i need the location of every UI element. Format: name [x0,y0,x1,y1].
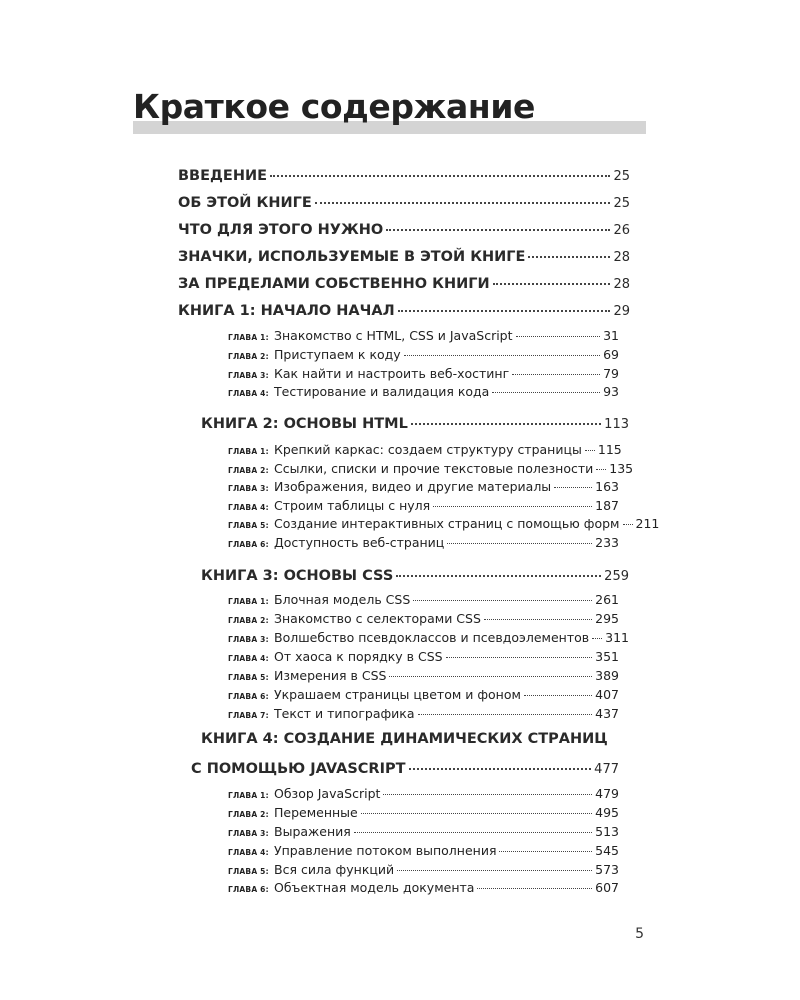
dot-leader [596,456,606,470]
toc-entry[interactable] [178,217,630,238]
dot-leader [383,781,592,795]
dot-leader [361,800,592,814]
chapter-label: Вся сила функций [274,861,395,877]
chapter-tag: ГЛАВА 5: [228,520,269,530]
toc-chapter[interactable] [228,822,619,839]
toc-entry-page: 113 [604,416,629,432]
toc-entry-page: 25 [613,168,630,184]
chapter-label: Тестирование и валидация кода [274,383,490,399]
chapter-page: 607 [595,879,619,895]
dot-leader [492,379,600,393]
chapter-page: 351 [595,648,619,664]
chapter-label: Приступаем к коду [274,346,401,362]
toc-chapter[interactable] [228,803,619,820]
chapter-tag: ГЛАВА 3: [228,370,269,380]
dot-leader [516,323,601,337]
chapter-tag: ГЛАВА 1: [228,446,269,456]
chapter-page: 31 [603,327,619,343]
chapter-page: 163 [595,478,619,494]
chapter-label: Объектная модель документа [274,879,475,895]
toc-chapter[interactable] [228,533,619,550]
toc-chapter[interactable] [228,704,619,721]
dot-leader [623,511,633,525]
chapter-label: Украшаем страницы цветом и фоном [274,686,521,702]
toc-entry[interactable] [178,190,630,211]
toc-entry-page: 259 [604,568,629,584]
chapter-page: 389 [595,667,619,683]
dot-leader [413,587,592,601]
dot-leader [411,408,601,425]
toc-entry-page: 25 [613,195,630,211]
dot-leader [447,530,592,544]
chapter-page: 135 [609,460,634,476]
dot-leader [446,644,593,658]
chapter-label: Текст и типографика [274,705,415,721]
chapter-tag: ГЛАВА 1: [228,596,269,606]
dot-leader [499,838,592,852]
chapter-page: 311 [605,629,629,645]
chapter-tag: ГЛАВА 7: [228,710,269,720]
chapter-page: 187 [595,497,619,513]
toc-chapter[interactable] [228,590,619,607]
dot-leader [409,753,592,770]
toc-chapter[interactable] [228,609,619,626]
chapter-tag: ГЛАВА 6: [228,884,269,894]
chapter-label: Знакомство с HTML, CSS и JavaScript [274,327,513,343]
page-number: 5 [635,926,644,942]
toc-entry[interactable] [178,163,630,184]
dot-leader [528,241,610,258]
toc-entry-label: С ПОМОЩЬЮ JAVASCRIPT [191,760,406,777]
dot-leader [493,268,611,285]
toc-book-entry[interactable] [191,756,619,777]
toc-chapter[interactable] [228,382,619,399]
toc-chapter[interactable] [228,628,629,645]
toc-entry[interactable] [178,271,630,292]
toc-chapter[interactable] [228,477,619,494]
toc-chapter[interactable] [228,666,619,683]
dot-leader [398,295,611,312]
chapter-page: 437 [595,705,619,721]
chapter-tag: ГЛАВА 4: [228,502,269,512]
dot-leader [354,819,592,833]
dot-leader [592,625,602,639]
chapter-tag: ГЛАВА 6: [228,691,269,701]
dot-leader [585,437,595,451]
chapter-page: 295 [595,610,619,626]
chapter-page: 233 [595,534,619,550]
chapter-label: Измерения в CSS [274,667,387,683]
chapter-page: 573 [595,861,619,877]
chapter-page: 479 [595,785,619,801]
chapter-page: 211 [635,515,660,531]
chapter-tag: ГЛАВА 1: [228,332,269,342]
chapter-label: Обзор JavaScript [274,785,381,801]
toc-book-entry[interactable] [201,411,629,432]
toc-chapter[interactable] [228,496,619,513]
toc-chapter[interactable] [228,326,619,343]
chapter-tag: ГЛАВА 2: [228,351,269,361]
dot-leader [389,663,592,677]
chapter-tag: ГЛАВА 2: [228,465,269,475]
toc-book-entry[interactable] [178,298,630,319]
chapter-label: Как найти и настроить веб-хостинг [274,365,510,381]
toc-entry-label: ЧТО ДЛЯ ЭТОГО НУЖНО [178,221,384,238]
chapter-label: Строим таблицы с нуля [274,497,431,513]
toc-entry-label: КНИГА 3: ОСНОВЫ CSS [201,567,394,584]
dot-leader [477,875,592,889]
toc-entry-label: ВВЕДЕНИЕ [178,167,268,184]
chapter-label: Ссылки, списки и прочие текстовые полезности [274,460,594,476]
chapter-tag: ГЛАВА 2: [228,809,269,819]
chapter-label: Управление потоком выполнения [274,842,497,858]
dot-leader [396,560,601,577]
chapter-page: 261 [595,591,619,607]
chapter-tag: ГЛАВА 4: [228,847,269,857]
toc-chapter[interactable] [228,841,619,858]
chapter-tag: ГЛАВА 4: [228,653,269,663]
chapter-page: 513 [595,823,619,839]
chapter-tag: ГЛАВА 6: [228,539,269,549]
chapter-page: 93 [603,383,619,399]
toc-entry-label: ЗНАЧКИ, ИСПОЛЬЗУЕМЫЕ В ЭТОЙ КНИГЕ [178,248,526,265]
chapter-tag: ГЛАВА 2: [228,615,269,625]
chapter-label: От хаоса к порядку в CSS [274,648,443,664]
toc-book-title-line1[interactable]: КНИГА 4: СОЗДАНИЕ ДИНАМИЧЕСКИХ СТРАНИЦ [201,731,608,747]
toc-entry-page: 28 [613,276,630,292]
dot-leader [404,342,600,356]
toc-entry-page: 477 [594,761,619,777]
chapter-tag: ГЛАВА 5: [228,866,269,876]
chapter-tag: ГЛАВА 4: [228,388,269,398]
dot-leader [418,701,593,715]
chapter-tag: ГЛАВА 3: [228,483,269,493]
chapter-page: 407 [595,686,619,702]
chapter-page: 69 [603,346,619,362]
dot-leader [484,606,592,620]
toc-chapter[interactable] [228,647,619,664]
dot-leader [386,214,610,231]
dot-leader [512,361,600,375]
chapter-label: Выражения [274,823,351,839]
chapter-label: Создание интерактивных страниц с помощью форм [274,515,620,531]
dot-leader [433,493,592,507]
toc-book-entry[interactable] [201,563,629,584]
chapter-tag: ГЛАВА 5: [228,672,269,682]
toc-entry-label: КНИГА 1: НАЧАЛО НАЧАЛ [178,302,395,319]
page-title-block [133,84,646,134]
dot-leader [270,160,610,177]
page-title: Краткое содержание [133,87,536,126]
toc-chapter[interactable] [228,685,619,702]
chapter-page: 495 [595,804,619,820]
chapter-label: Переменные [274,804,358,820]
chapter-label: Знакомство с селекторами CSS [274,610,481,626]
toc-chapter[interactable] [228,784,619,801]
toc-entry-label: ЗА ПРЕДЕЛАМИ СОБСТВЕННО КНИГИ [178,275,490,292]
dot-leader [315,187,611,204]
toc-chapter[interactable] [228,878,619,895]
chapter-label: Крепкий каркас: создаем структуру страницы [274,441,582,457]
toc-entry-label: ОБ ЭТОЙ КНИГЕ [178,194,312,211]
chapter-tag: ГЛАВА 3: [228,634,269,644]
chapter-label: Блочная модель CSS [274,591,411,607]
dot-leader [524,682,592,696]
chapter-label: Волшебство псевдоклассов и псевдоэлементов [274,629,590,645]
chapter-page: 545 [595,842,619,858]
chapter-tag: ГЛАВА 1: [228,790,269,800]
toc-chapter[interactable] [228,345,619,362]
toc-entry-label: КНИГА 2: ОСНОВЫ HTML [201,415,408,432]
chapter-page: 115 [597,441,622,457]
toc-chapter[interactable] [228,514,660,531]
toc-entry-page: 26 [613,222,630,238]
dot-leader [554,474,592,488]
chapter-label: Доступность веб-страниц [274,534,445,550]
chapter-label: Изображения, видео и другие материалы [274,478,552,494]
dot-leader [397,857,592,871]
toc-entry-page: 29 [613,303,630,319]
chapter-tag: ГЛАВА 3: [228,828,269,838]
toc-entry-page: 28 [613,249,630,265]
toc-chapter[interactable] [228,440,622,457]
toc-entry[interactable] [178,244,630,265]
chapter-page: 79 [603,365,619,381]
